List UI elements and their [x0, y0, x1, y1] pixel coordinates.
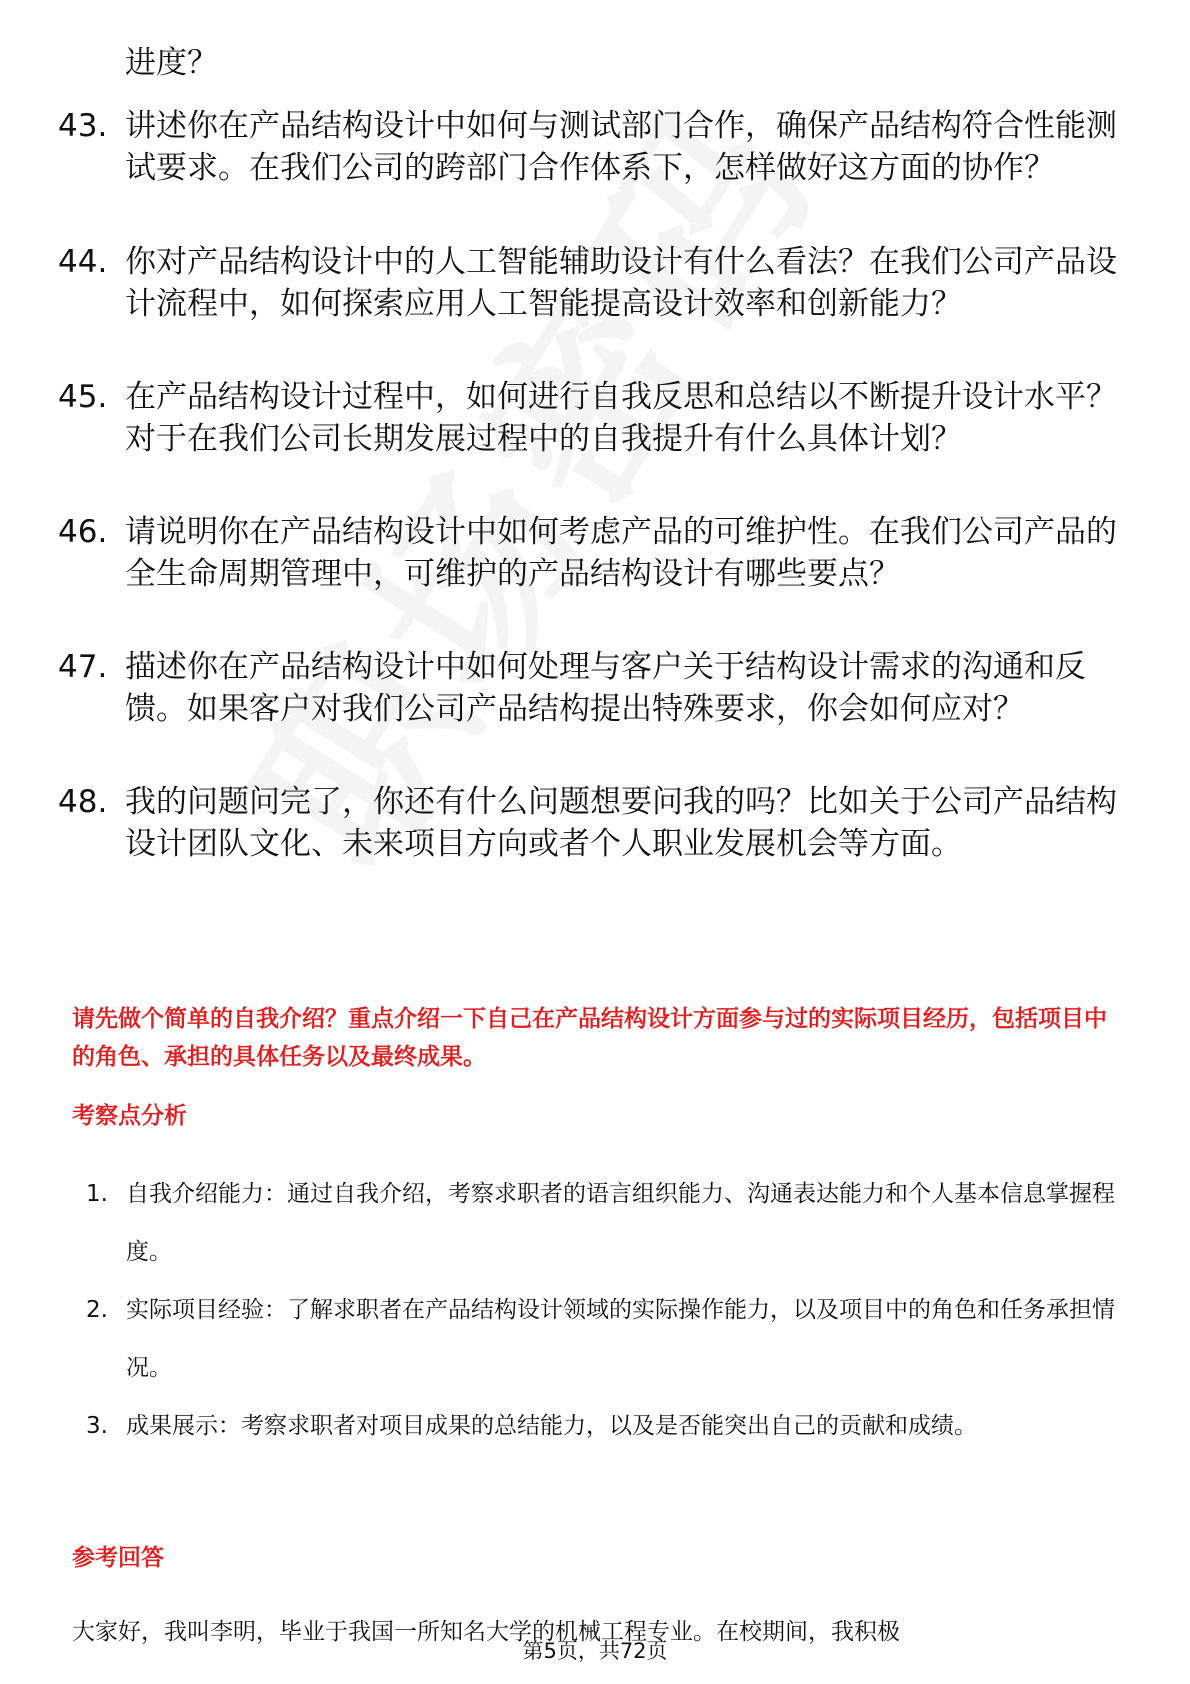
question-text: 你对产品结构设计中的人工智能辅助设计有什么看法？在我们公司产品设计流程中，如何探索应用人工智能提高设计效率和创新能力？ [125, 244, 1117, 322]
question-number: 44. [58, 244, 108, 280]
watermark [230, 78, 845, 896]
page-number: 第5页，共72页 [522, 1639, 668, 1663]
question-text: 我的问题问完了，你还有什么问题想要问我的吗？比如关于公司产品结构设计团队文化、未来项目方向或者个人职业发展机会等方面。 [125, 784, 1117, 862]
analysis-item-number: 3. [86, 1413, 108, 1439]
answer-text: 大家好，我叫李明，毕业于我国一所知名大学的机械工程专业。在校期间，我积极 [72, 1619, 900, 1645]
question-number: 47. [58, 649, 108, 685]
question-continuation [58, 42, 1118, 84]
question-number: 43. [58, 108, 108, 144]
analysis-item-text: 自我介绍能力：通过自我介绍，考察求职者的语言组织能力、沟通表达能力和个人基本信息掌握程度。 [126, 1181, 1115, 1265]
analysis-item [86, 1165, 1126, 1281]
question-text: 讲述你在产品结构设计中如何与测试部门合作，确保产品结构符合性能测试要求。在我们公司的跨部门合作体系下，怎样做好这方面的协作？ [125, 108, 1117, 186]
question-text: 进度？ [125, 45, 218, 81]
question-48 [58, 781, 1118, 865]
analysis-heading: 考察点分析 [72, 1103, 187, 1129]
question-44 [58, 241, 1118, 325]
analysis-item [86, 1281, 1126, 1397]
answer-heading: 参考回答 [72, 1545, 164, 1571]
question-text: 在产品结构设计过程中，如何进行自我反思和总结以不断提升设计水平？对于在我们公司长期发展过程中的自我提升有什么具体计划？ [125, 379, 1117, 457]
question-number: 48. [58, 784, 108, 820]
question-text: 描述你在产品结构设计中如何处理与客户关于结构设计需求的沟通和反馈。如果客户对我们公司产品结构提出特殊要求，你会如何应对？ [125, 649, 1086, 727]
analysis-item-text: 实际项目经验：了解求职者在产品结构设计领域的实际操作能力，以及项目中的角色和任务承担情况。 [126, 1297, 1115, 1381]
question-text: 请说明你在产品结构设计中如何考虑产品的可维护性。在我们公司产品的全生命周期管理中，可维护的产品结构设计有哪些要点？ [125, 514, 1117, 592]
question-47 [58, 646, 1118, 730]
analysis-item [86, 1397, 1126, 1455]
highlight-question: 请先做个简单的自我介绍？重点介绍一下自己在产品结构设计方面参与过的实际项目经历，包括项目中的角色、承担的具体任务以及最终成果。 [72, 1006, 1107, 1070]
question-number: 46. [58, 514, 108, 550]
question-46 [58, 511, 1118, 595]
analysis-item-text: 成果展示：考察求职者对项目成果的总结能力，以及是否能突出自己的贡献和成绩。 [126, 1413, 977, 1439]
question-45 [58, 376, 1118, 460]
analysis-item-number: 1. [86, 1181, 108, 1207]
analysis-item-number: 2. [86, 1297, 108, 1323]
question-43 [58, 105, 1118, 189]
question-number: 45. [58, 379, 108, 415]
